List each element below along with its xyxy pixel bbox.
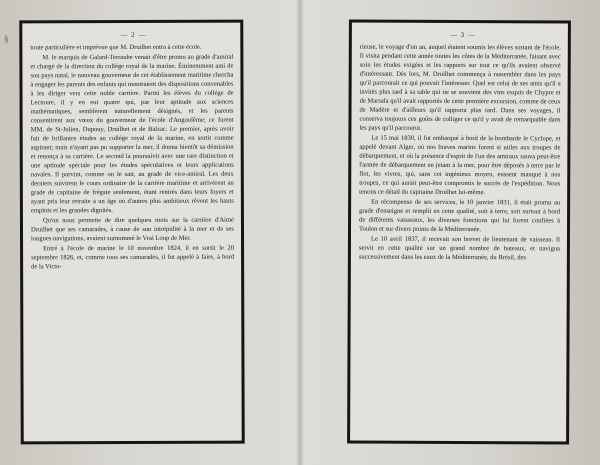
left-page-number: — 2 — bbox=[120, 30, 147, 40]
paragraph: En récompense de ses services, le 10 janvier 1831, il était promu au grade d'enseigne et remplit en cette qualité, soit à terre, soit surtout à bord de différents vaisseaux, les diverses fonctions qui lui furent confiées à Toulon et sur divers points de la Méditerranée. bbox=[358, 198, 561, 234]
right-page-text bbox=[359, 43, 561, 263]
right-page-number: — 3 — bbox=[449, 30, 476, 40]
margin-mark: § bbox=[4, 34, 9, 44]
right-page bbox=[347, 20, 571, 445]
paragraph: Entré à l'école de marine le 10 novembre 1824, il en sortit le 20 septembre 1826, et, comme tous ses camarades, il fut appelé à faire, à bord de la Victo- bbox=[31, 244, 235, 271]
paragraph: Le 15 mai 1830, il fut embarqué à bord de la bombarde le Cyclope, et appelé devant Alger, où nos braves marins furent si utiles aux troupes de débarquement, et où la présence d'esprit de l'un des amiraux sauva peut-être l'armée de débarquement en jetant à la mer, pour être déposés à terre par le flot, les vivres, qui, sans cet ingénieux moyen, eussent manqué à nos troupes, ce qui aurait peut-être compromis le succès de l'expédition. Nous tenons ce détail du capitaine Druilhet lui-même. bbox=[359, 134, 561, 197]
paragraph: toute particulière et imprévue que M. Druilhet entra à cette école. bbox=[30, 43, 202, 52]
book-gutter bbox=[296, 0, 304, 465]
left-page-text bbox=[30, 43, 234, 272]
paragraph: Le 10 avril 1837, il recevait son brevet de lieutenant de vaisseau. Il servit en cette qualité sur un grand nombre de bateaux, et navigua successivement dans les eaux de la Méditerranée, du Brésil, des bbox=[358, 235, 560, 262]
paragraph: rieuse, le voyage d'un an, auquel étaient soumis les élèves sortant de l'école. Il visita pendant cette année toutes les côtes de la Méditerranée, faisant avec soin les études exigées et les rapports sur tout ce qu'ils avaient observé d'intéressant. Dès lors, M. Druilhet commença à rassembler dans les pays qu'il parcourait ce qui pouvait l'intéresser. Quel est celui de ses amis qu'il a invités plus tard à sa table qui ne se souvient des vins exquis de Chypre et de Marsala qu'il avait rapportés de cette première excursion, comme de ceux de Madère et d'ailleurs qu'il rapporta plus tard. Dans ses voyages, il conserva toujours ces goûts de colliger ce qu'il y avait de remarquable dans les pays qu'il parcourut. bbox=[359, 43, 561, 133]
paragraph: Qu'on nous permette de dire quelques mots sur la carrière d'Aimé Druilhet que ses camarades, à cause de son intrépidité à la mer et de ses longues navigations, avaient surnommé le Vrai Loup de Mer. bbox=[30, 216, 235, 243]
left-page bbox=[19, 20, 244, 445]
paragraph: M. le marquis de Galard-Terraube venait d'être promu au grade d'amiral et chargé de la direction du collége royal de la marine. Éminemment ami de son pays natal, le nouveau gouverneur de cet établissement maritime chercha à engager les parents des enfants qui montraient des dispositions convenables à les diriger vers cette noble carrière. Parmi les élèves du collége de Lectoure, il y en eut quatre qui, par leur aptitude aux sciences mathématiques, semblèrent naturellement désignés, et les parents consentirent aux vœux du gouverneur de l'école d'Angoulême; ce furent MM. de St-Julien, Dupouy, Druilhet et de Balzac. Le premier, après avoir fait de brillantes études au collége royal de la marine, en sortit comme aspirant; mais n'ayant pas pu supporter la mer, il donna bientôt sa démission et renonça à sa carrière. Le second la poursuivit avec une rare distinction et une aptitude spéciale pour les études spéculatives et leurs applications navales. Il parvint, comme on le sait, au grade de vice-amiral. Les deux derniers suivirent le cours ordinaire de la carrière maritime et arrivèrent au grade de capitaine de frégate seulement, étant rentrés dans leurs foyers et ayant pris leur retraite à un âge où d'autres plus ambitieux rêvent les hauts emplois et les grandes dignités. bbox=[30, 53, 234, 215]
